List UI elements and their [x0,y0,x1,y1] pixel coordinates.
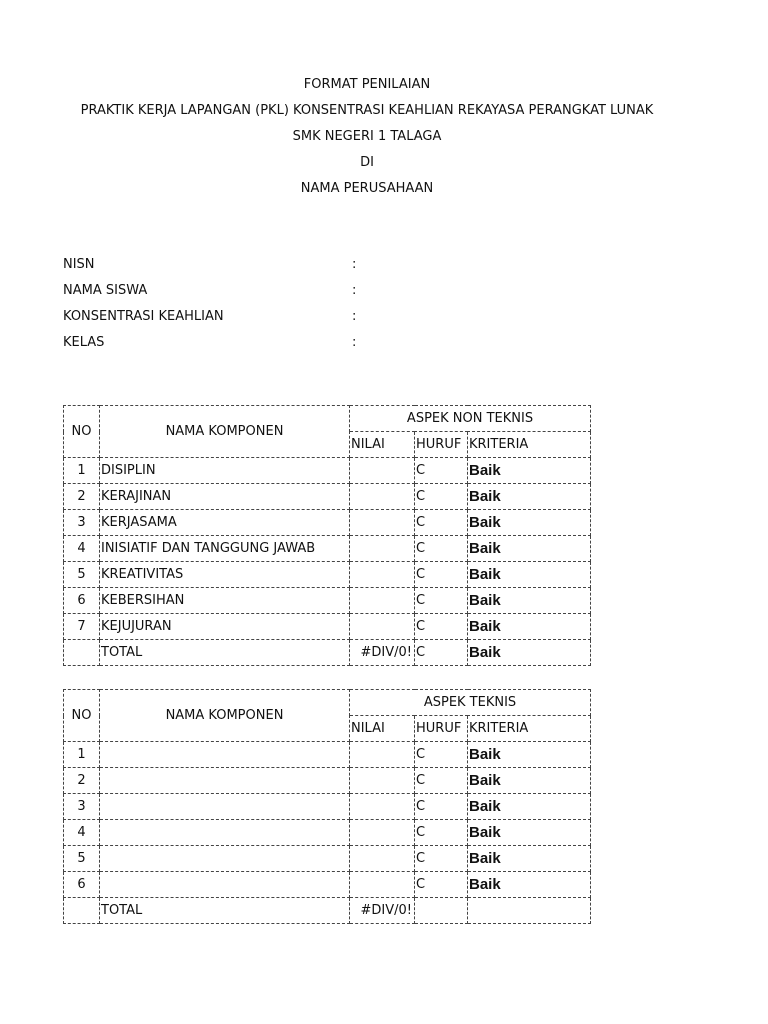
program-title: PRAKTIK KERJA LAPANGAN (PKL) KONSENTRASI KEAHLIAN REKAYASA PERANGKAT LUNAK [80,103,654,118]
row-kriteria: Baik [468,536,591,562]
row-kriteria: Baik [468,742,591,768]
row-kriteria: Baik [468,872,591,898]
table-header-row [64,406,591,432]
row-huruf: C [415,458,468,484]
table-row [64,872,591,898]
table-row [64,820,591,846]
row-no: 3 [64,510,100,536]
row-no: 6 [64,588,100,614]
row-no: 1 [64,458,100,484]
row-no [64,640,100,666]
column-header-huruf: HURUF [415,716,468,742]
row-nilai[interactable] [350,588,415,614]
column-header-component: NAMA KOMPONEN [100,690,350,742]
column-header-nilai: NILAI [350,432,415,458]
total-nilai: #DIV/0! [350,898,415,924]
field-separator: : [352,283,357,298]
column-header-no: NO [64,406,100,458]
row-huruf: C [415,794,468,820]
row-kriteria: Baik [468,794,591,820]
total-nilai: #DIV/0! [350,640,415,666]
column-header-kriteria: KRITERIA [468,432,591,458]
row-huruf: C [415,768,468,794]
row-component: INISIATIF DAN TANGGUNG JAWAB [100,536,350,562]
row-component: KEJUJURAN [100,614,350,640]
student-info-class [63,333,383,359]
form-title: FORMAT PENILAIAN [303,77,431,92]
row-nilai[interactable] [350,510,415,536]
row-component[interactable] [100,794,350,820]
row-component: KEBERSIHAN [100,588,350,614]
row-huruf: C [415,588,468,614]
row-kriteria: Baik [468,484,591,510]
student-info-nisn [63,255,383,281]
row-nilai[interactable] [350,562,415,588]
row-nilai[interactable] [350,768,415,794]
row-component[interactable] [100,820,350,846]
row-component: KREATIVITAS [100,562,350,588]
row-no: 2 [64,768,100,794]
row-nilai[interactable] [350,846,415,872]
row-no: 7 [64,614,100,640]
row-huruf: C [415,614,468,640]
row-nilai[interactable] [350,458,415,484]
row-kriteria: Baik [468,458,591,484]
column-header-nilai: NILAI [350,716,415,742]
row-component: DISIPLIN [100,458,350,484]
total-label: TOTAL [100,640,350,666]
row-huruf: C [415,846,468,872]
field-separator: : [352,335,357,350]
student-info-name [63,281,383,307]
column-header-no: NO [64,690,100,742]
document-header [0,75,734,205]
row-huruf: C [415,562,468,588]
total-row [64,898,591,924]
row-no: 4 [64,536,100,562]
row-huruf: C [415,510,468,536]
row-kriteria: Baik [468,820,591,846]
row-component[interactable] [100,872,350,898]
row-nilai[interactable] [350,794,415,820]
row-component: KERJASAMA [100,510,350,536]
table-row [64,536,591,562]
row-no: 6 [64,872,100,898]
company-name: NAMA PERUSAHAAN [300,181,434,196]
row-no: 3 [64,794,100,820]
group-header: ASPEK NON TEKNIS [350,406,591,432]
row-no: 4 [64,820,100,846]
total-label: TOTAL [100,898,350,924]
student-info [63,255,383,359]
row-no: 5 [64,562,100,588]
table-row [64,484,591,510]
student-info-concentration [63,307,383,333]
row-component: KERAJINAN [100,484,350,510]
row-component[interactable] [100,846,350,872]
total-huruf: C [415,640,468,666]
field-label: NAMA SISWA [63,283,148,298]
total-kriteria [468,898,591,924]
column-header-huruf: HURUF [415,432,468,458]
table-row [64,562,591,588]
row-huruf: C [415,742,468,768]
table-row [64,458,591,484]
total-kriteria: Baik [468,640,591,666]
row-kriteria: Baik [468,768,591,794]
table-row [64,794,591,820]
group-header: ASPEK TEKNIS [350,690,591,716]
row-no: 1 [64,742,100,768]
field-label: KONSENTRASI KEAHLIAN [63,309,224,324]
row-nilai[interactable] [350,484,415,510]
row-kriteria: Baik [468,614,591,640]
school-name: SMK NEGERI 1 TALAGA [292,129,442,144]
row-nilai[interactable] [350,872,415,898]
column-header-kriteria: KRITERIA [468,716,591,742]
table-row [64,588,591,614]
row-kriteria: Baik [468,562,591,588]
row-component[interactable] [100,742,350,768]
table-row [64,614,591,640]
location-preposition: DI [360,155,374,170]
total-huruf [415,898,468,924]
row-component[interactable] [100,768,350,794]
column-header-component: NAMA KOMPONEN [100,406,350,458]
row-no [64,898,100,924]
technical-assessment-table [63,689,591,924]
row-huruf: C [415,820,468,846]
row-nilai[interactable] [350,614,415,640]
row-kriteria: Baik [468,846,591,872]
row-kriteria: Baik [468,510,591,536]
field-separator: : [352,309,357,324]
table-row [64,768,591,794]
table-row [64,742,591,768]
table-header-row [64,690,591,716]
row-huruf: C [415,536,468,562]
row-huruf: C [415,484,468,510]
row-nilai[interactable] [350,820,415,846]
field-label: KELAS [63,335,105,350]
row-nilai[interactable] [350,742,415,768]
non-technical-assessment-table [63,405,591,666]
total-row [64,640,591,666]
field-separator: : [352,257,357,272]
row-kriteria: Baik [468,588,591,614]
row-nilai[interactable] [350,536,415,562]
row-huruf: C [415,872,468,898]
row-no: 5 [64,846,100,872]
table-row [64,846,591,872]
row-no: 2 [64,484,100,510]
table-row [64,510,591,536]
field-label: NISN [63,257,95,272]
